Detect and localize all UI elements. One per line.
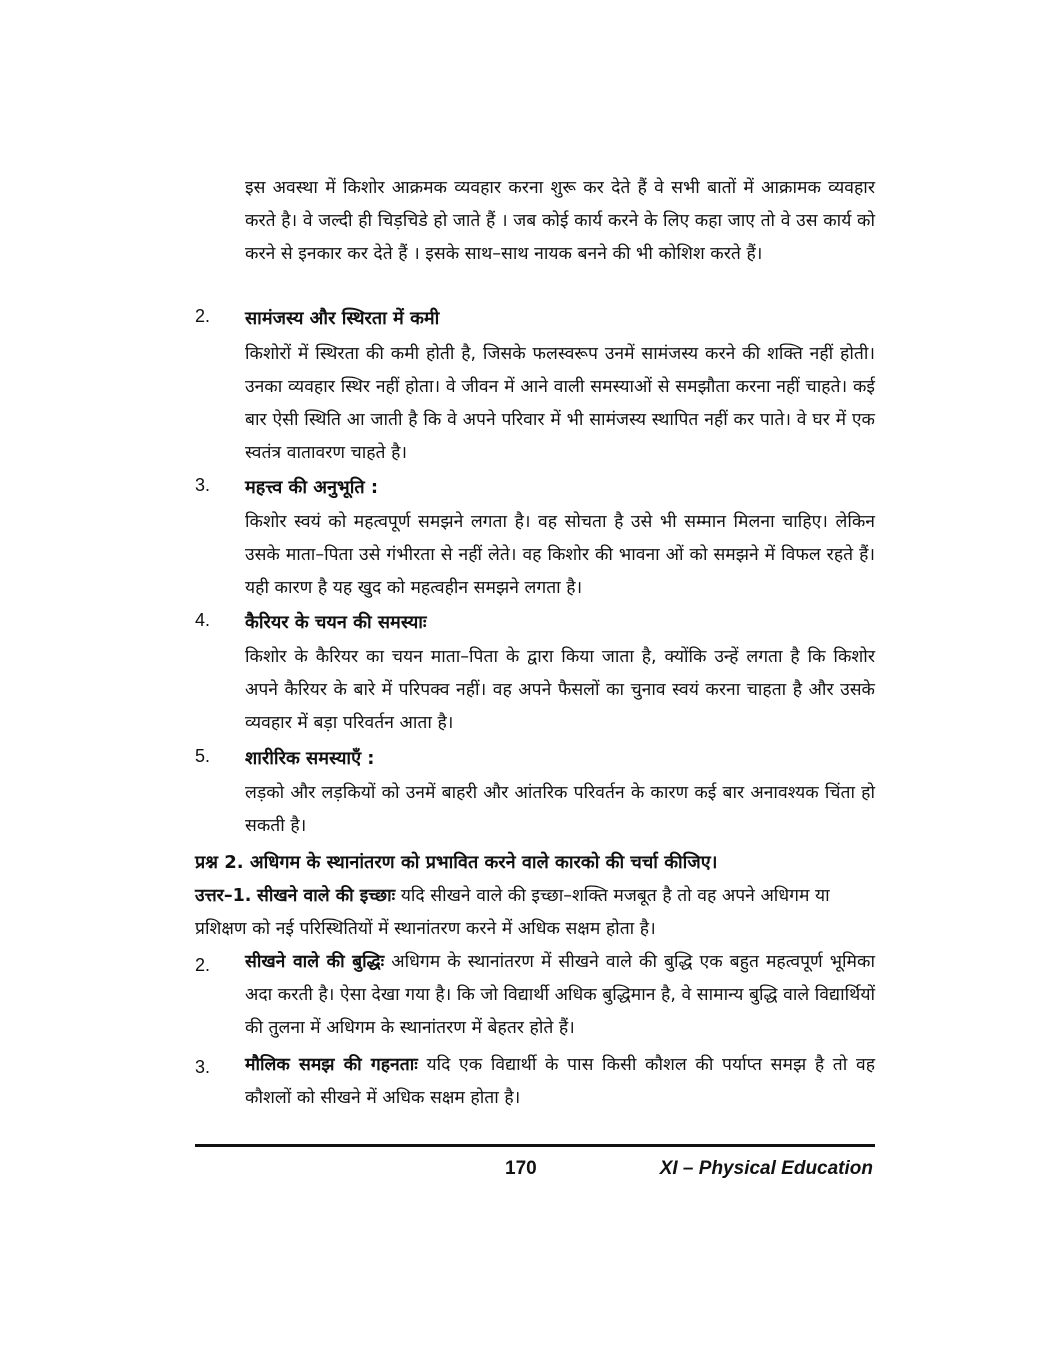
section-heading: कैरियर के चयन की समस्याः	[245, 612, 427, 633]
section-body: किशोर स्वयं को महत्वपूर्ण समझने लगता है। वह सोचता है उसे भी सम्मान मिलना चाहिए। लेकिन उसके माता–पिता उसे गंभीरता से नहीं लेते। वह किशोर की भावना ओं को समझने में विफल रहते हैं। यही कारण है यह खुद को महत्वहीन समझने लगता है।	[245, 512, 875, 598]
section-body: लड़को और लड़कियों को उनमें बाहरी और आंतरिक परिवर्तन के कारण कई बार अनावश्यक चिंता हो सकती है।	[245, 783, 875, 836]
answer-number: 3.	[195, 1057, 211, 1077]
answer-3	[245, 1049, 875, 1115]
answer-prefix: उत्तर–1.	[195, 886, 252, 906]
answer-2	[245, 946, 875, 1045]
section-heading: महत्त्व की अनुभूति :	[245, 477, 379, 498]
answer-text: यदि सीखने वाले की इच्छा–शक्ति मजबूत है तो वह अपने अधिगम या प्रशिक्षण को नई परिस्थितियों में स्थानांतरण करने में अधिक सक्षम होता है।	[195, 886, 830, 939]
section-number: 4.	[195, 610, 211, 630]
answer-lead: मौलिक समझ की गहनताः	[245, 1055, 418, 1075]
intro-paragraph: इस अवस्था में किशोर आक्रमक व्यवहार करना शुरू कर देते हैं वे सभी बातों में आक्रामक व्यवहार करते है। वे जल्दी ही चिड़चिडे हो जाते हैं । जब कोई कार्य करने के लिए कहा जाए तो वे उस कार्य को करने से इनकार कर देते हैं । इसके साथ–साथ नायक बनने की भी कोशिश करते हैं।	[245, 178, 875, 264]
section-body: किशोरों में स्थिरता की कमी होती है, जिसके फलस्वरूप उनमें सामंजस्य करने की शक्ति नहीं होती। उनका व्यवहार स्थिर नहीं होता। वे जीवन में आने वाली समस्याओं से समझौता करना नहीं चाहते। कई बार ऐसी स्थिति आ जाती है कि वे अपने परिवार में भी सामंजस्य स्थापित नहीं कर पाते। वे घर में एक स्वतंत्र वातावरण चाहते है।	[245, 344, 875, 463]
section-number: 2.	[195, 306, 211, 326]
footer-divider	[195, 1144, 875, 1147]
section-number: 3.	[195, 475, 211, 495]
answer-text: यदि एक विद्यार्थी के पास किसी कौशल की पर्याप्त समझ है तो वह कौशलों को सीखने में अधिक सक्षम होता है।	[245, 1055, 875, 1108]
question-heading: प्रश्न 2. अधिगम के स्थानांतरण को प्रभावित करने वाले कारको की चर्चा कीजिए।	[195, 852, 718, 873]
footer-book-title: XI – Physical Education	[659, 1158, 873, 1179]
answer-1	[195, 880, 875, 946]
section-heading: शारीरिक समस्याएँ :	[245, 748, 375, 769]
section-body: किशोर के कैरियर का चयन माता–पिता के द्वारा किया जाता है, क्योंकि उन्हें लगता है कि किशोर अपने कैरियर के बारे में परिपक्व नहीं। वह अपने फैसलों का चुनाव स्वयं करना चाहता है और उसके व्यवहार में बड़ा परिवर्तन आता है।	[245, 647, 875, 733]
answer-lead: सीखने वाले की इच्छाः	[257, 886, 396, 906]
answer-lead: सीखने वाले की बुद्धिः	[245, 952, 385, 972]
section-heading: सामंजस्य और स्थिरता में कमी	[245, 308, 440, 329]
page-number: 170	[505, 1158, 537, 1179]
answer-number: 2.	[195, 955, 211, 975]
section-number: 5.	[195, 746, 211, 766]
answer-text: अधिगम के स्थानांतरण में सीखने वाले की बुद्धि एक बहुत महत्वपूर्ण भूमिका अदा करती है। ऐसा देखा गया है। कि जो विद्यार्थी अधिक बुद्धिमान है, वे सामान्य बुद्धि वाले विद्यार्थियों की तुलना में अधिगम के स्थानांतरण में बेहतर होते हैं।	[245, 952, 875, 1038]
